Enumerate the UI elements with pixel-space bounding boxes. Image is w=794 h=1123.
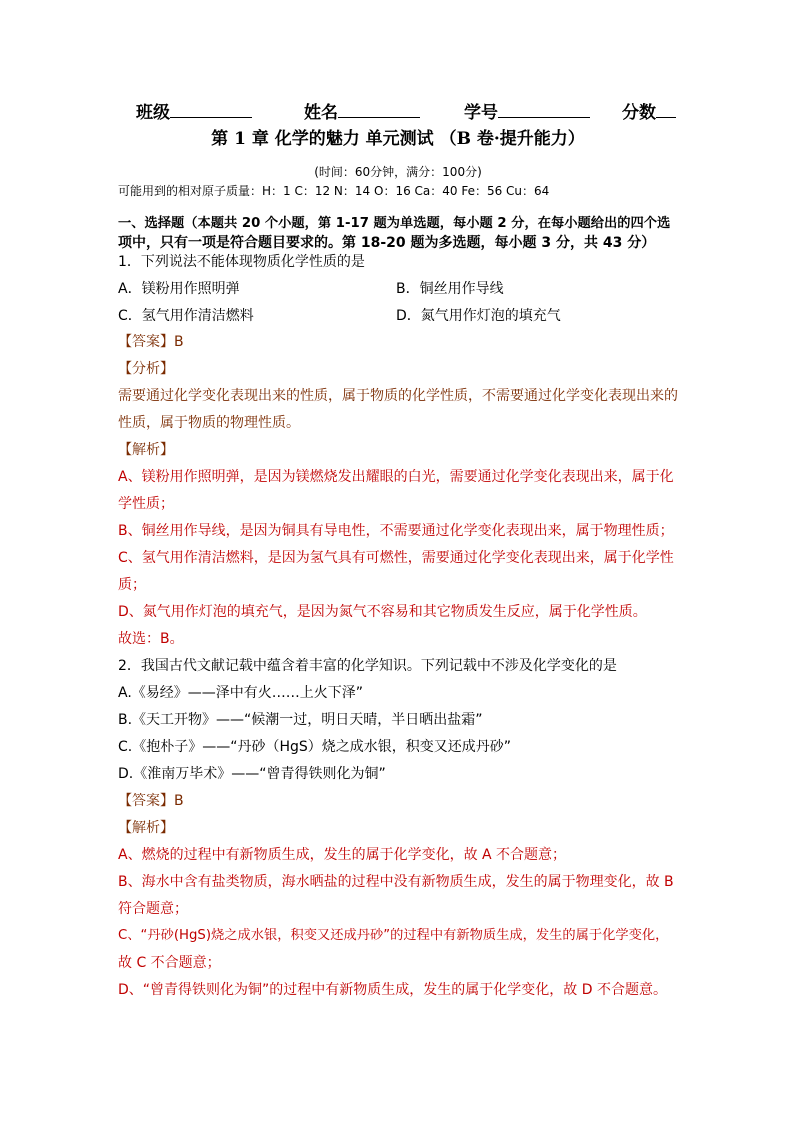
time-info: (时间：60分钟，满分：100分) (314, 165, 482, 179)
q1-explain-line-1: A、镁粉用作照明弹，是因为镁燃烧发出耀眼的白光，需要通过化学变化表现出来，属于化 (118, 469, 674, 485)
id-blank (498, 99, 590, 118)
q1-explain-line-7: 故选：B。 (118, 631, 184, 647)
section-heading-line-2: 项中，只有一项是符合题目要求的。第 18-20 题为多选题，每小题 3 分，共 43 分） (118, 235, 656, 251)
q2-explain-line-3: 符合题意； (118, 901, 188, 917)
score-blank (656, 99, 676, 118)
q2-explain-line-4: C、“丹砂(HgS)烧之成水银，积变又还成丹砂”的过程中有新物质生成，发生的属于化学变化， (118, 928, 669, 943)
q1-option-c: C．氢气用作清洁燃料 (118, 308, 254, 324)
page-title: 第 1 章 化学的魅力 单元测试 （B 卷·提升能力） (211, 129, 585, 149)
section-heading-line-1: 一、选择题（本题共 20 个小题，第 1-17 题为单选题，每小题 2 分，在每小题给出的四个选 (118, 216, 671, 231)
q1-explain-line-2: 学性质； (118, 496, 174, 512)
q1-explain-label: 【解析】 (118, 442, 174, 458)
q1-stem: 1．下列说法不能体现物质化学性质的是 (118, 254, 365, 270)
q2-explain-line-5: 故 C 不合题意； (118, 955, 221, 971)
name-blank (338, 99, 420, 118)
q2-explain-line-1: A、燃烧的过程中有新物质生成，发生的属于化学变化，故 A 不合题意； (118, 847, 567, 863)
q2-option-d: D.《淮南万毕术》——“曾青得铁则化为铜” (118, 766, 386, 782)
q1-options-row-2 (118, 306, 678, 326)
q2-explain-line-2: B、海水中含有盐类物质，海水晒盐的过程中没有新物质生成，发生的属于物理变化，故 B (118, 874, 674, 890)
q1-explain-line-6: D、氮气用作灯泡的填充气，是因为氮气不容易和其它物质发生反应，属于化学性质。 (118, 604, 647, 620)
q1-analysis-line-2: 性质，属于物质的物理性质。 (118, 415, 300, 431)
name-field (304, 98, 420, 123)
class-label: 班级 (136, 103, 170, 123)
id-field (464, 98, 590, 123)
q2-option-a: A.《易经》——泽中有火……上火下泽” (118, 685, 364, 701)
q1-explain-line-3: B、铜丝用作导线，是因为铜具有导电性，不需要通过化学变化表现出来，属于物理性质； (118, 523, 674, 539)
q1-explain-line-5: 质； (118, 577, 146, 593)
q1-explain-line-4: C、氢气用作清洁燃料，是因为氢气具有可燃性，需要通过化学变化表现出来，属于化学性 (118, 550, 674, 566)
q2-option-c: C.《抱朴子》——“丹砂（HgS）烧之成水银，积变又还成丹砂” (118, 739, 512, 755)
q2-explain-label: 【解析】 (118, 820, 174, 836)
q1-answer: 【答案】B (118, 334, 184, 350)
q1-option-a: A．镁粉用作照明弹 (118, 281, 240, 297)
id-label: 学号 (464, 103, 498, 123)
student-info-row (118, 98, 678, 122)
score-label: 分数 (622, 103, 656, 123)
q1-options-row-1 (118, 279, 678, 299)
q2-answer: 【答案】B (118, 793, 184, 809)
q1-option-b: B．铜丝用作导线 (396, 281, 504, 297)
name-label: 姓名 (304, 103, 338, 123)
class-field (136, 98, 252, 123)
q1-analysis-label: 【分析】 (118, 361, 174, 377)
q2-explain-line-6: D、“曾青得铁则化为铜”的过程中有新物质生成，发生的属于化学变化，故 D 不合题意。 (118, 982, 667, 998)
q2-stem: 2．我国古代文献记载中蕴含着丰富的化学知识。下列记载中不涉及化学变化的是 (118, 658, 617, 674)
score-field (622, 98, 676, 123)
q2-option-b: B.《天工开物》——“候潮一过，明日天晴，半日晒出盐霜” (118, 712, 483, 728)
q1-analysis-line-1: 需要通过化学变化表现出来的性质，属于物质的化学性质，不需要通过化学变化表现出来的 (118, 388, 678, 404)
q1-option-d: D．氮气用作灯泡的填充气 (396, 308, 561, 324)
atomic-masses: 可能用到的相对原子质量：H：1 C：12 N：14 O：16 Ca：40 Fe：56 Cu：64 (118, 184, 550, 198)
class-blank (170, 99, 252, 118)
